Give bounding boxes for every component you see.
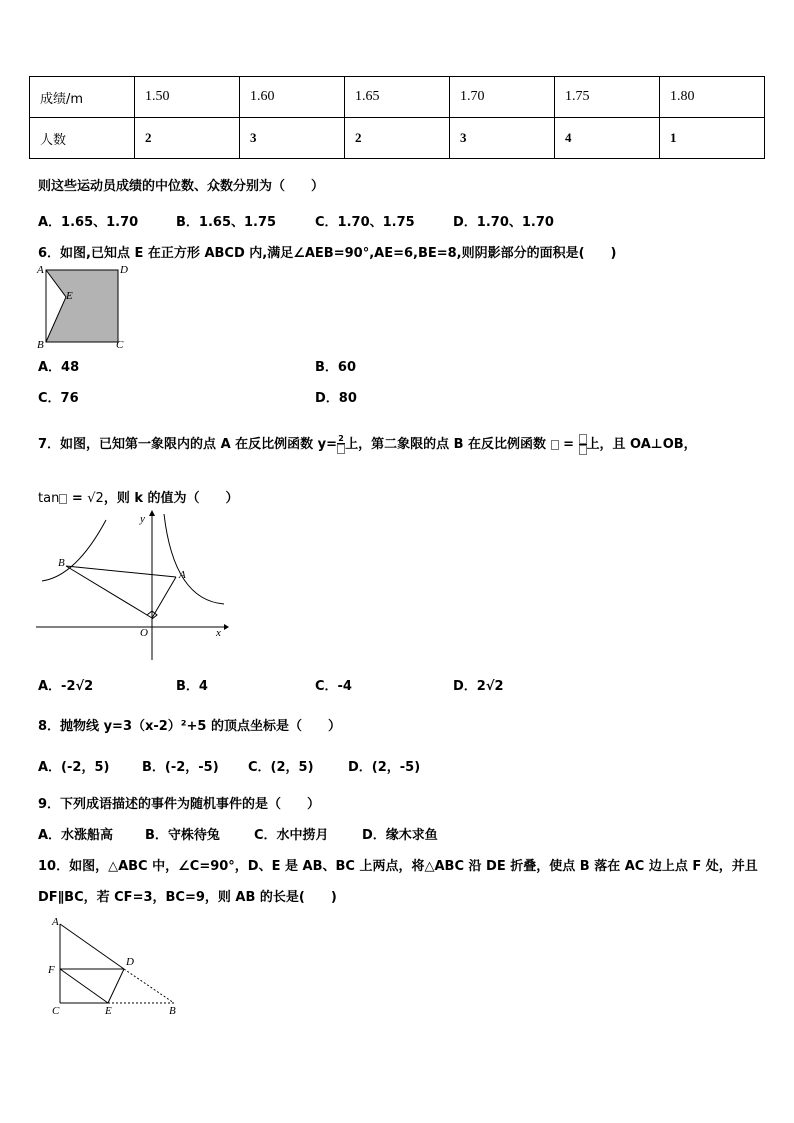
q8-option-d: D．(2，-5) xyxy=(348,760,421,775)
q5-stem: 则这些运动员成绩的中位数、众数分别为（ ） xyxy=(38,179,325,194)
q8-option-a: A．(-2，5) xyxy=(38,760,110,775)
tan-label: tan xyxy=(38,491,60,506)
q9-option-a: A．水涨船高 xyxy=(38,828,114,843)
figure-label: D xyxy=(126,956,134,968)
table-row xyxy=(30,77,765,118)
figure-label: O xyxy=(140,627,148,639)
table-cell: 1.80 xyxy=(660,77,765,118)
q6-option-c: C．76 xyxy=(38,391,79,406)
sqrt-value: √2 xyxy=(87,491,104,506)
q7-graph-figure xyxy=(36,508,231,663)
q7-option-a: A．-2√2 xyxy=(38,679,94,694)
figure-label: B xyxy=(169,1005,176,1017)
table-cell: 1.75 xyxy=(555,77,660,118)
q9-option-b: B．守株待兔 xyxy=(145,828,220,843)
table-cell: 2 xyxy=(345,118,450,159)
fraction xyxy=(337,435,345,454)
figure-label: A xyxy=(179,569,186,581)
q9-option-d: D．缘木求鱼 xyxy=(362,828,438,843)
q10-triangle-figure xyxy=(44,915,194,1020)
figure-label: D xyxy=(120,264,128,276)
q7-option-c: C．-4 xyxy=(315,679,352,694)
figure-label: E xyxy=(105,1005,112,1017)
q5-option-d: D．1.70、1.70 xyxy=(453,215,554,230)
figure-label: E xyxy=(66,290,73,302)
table-cell: 3 xyxy=(240,118,345,159)
figure-label: C xyxy=(116,339,124,351)
table-cell: 1.60 xyxy=(240,77,345,118)
frac-num: 2 xyxy=(338,434,344,443)
q5-option-b: B．1.65、1.75 xyxy=(176,215,277,230)
figure-label: F xyxy=(48,964,55,976)
fraction xyxy=(579,434,587,455)
q7-text: 上，第二象限的点 B 在反比例函数 xyxy=(345,437,547,452)
figure-label: x xyxy=(216,627,221,639)
q8-stem: 8．抛物线 y=3（x-2）²+5 的顶点坐标是（ ） xyxy=(38,719,341,734)
table-cell: 2 xyxy=(135,118,240,159)
q6-option-d: D．80 xyxy=(315,391,357,406)
q6-option-a: A．48 xyxy=(38,360,80,375)
figure-label: A xyxy=(37,264,44,276)
q9-option-c: C．水中捞月 xyxy=(254,828,329,843)
q7-text: 7．如图，已知第一象限内的点 A 在反比例函数 y= xyxy=(38,437,338,452)
q5-option-c: C．1.70、1.75 xyxy=(315,215,415,230)
q7-text: ，则 k 的值为（ ） xyxy=(103,491,239,506)
hyperbola-branch-left xyxy=(42,520,106,581)
q7-text: 上，且 OA⊥OB， xyxy=(586,437,697,452)
equals: = xyxy=(67,491,88,506)
q7-stem-line2 xyxy=(38,487,239,506)
q6-option-b: B．60 xyxy=(315,360,356,375)
table-cell: 1 xyxy=(660,118,765,159)
q8-option-c: C．(2，5) xyxy=(248,760,314,775)
figure-label: B xyxy=(37,339,44,351)
table-cell: 1.70 xyxy=(450,77,555,118)
figure-label: y xyxy=(140,513,145,525)
table-cell: 1.50 xyxy=(135,77,240,118)
figure-label: B xyxy=(58,557,65,569)
q7-stem: 7．如图，已知第一象限内的点 A 在反比例函数 y= 2 上，第二象限的点 B 在反比例函数 = 上，且 OA⊥OB， xyxy=(38,433,697,455)
shaded-region xyxy=(46,270,118,342)
table-cell: 成绩/m xyxy=(30,77,135,118)
score-table xyxy=(29,76,765,159)
hyperbola-branch-right xyxy=(164,514,224,604)
q7-option-b: B．4 xyxy=(176,679,208,694)
q7-option-d: D．2√2 xyxy=(453,679,504,694)
figure-label: A xyxy=(52,916,59,928)
q10-stem-line2: DF∥BC，若 CF=3，BC=9，则 AB 的长是( ) xyxy=(38,890,337,905)
table-cell: 1.65 xyxy=(345,77,450,118)
q9-stem: 9．下列成语描述的事件为随机事件的是（ ） xyxy=(38,797,321,812)
q10-stem-line1: 10．如图，△ABC 中，∠C=90°，D、E 是 AB、BC 上两点，将△ABC 沿 DE 折叠，使点 B 落在 AC 边上点 F 处，并且 xyxy=(38,859,758,874)
q5-option-a: A．1.65、1.70 xyxy=(38,215,139,230)
figure-label: C xyxy=(52,1005,60,1017)
q6-stem: 6．如图,已知点 E 在正方形 ABCD 内,满足∠AEB=90°,AE=6,BE=8,则阴影部分的面积是( ) xyxy=(38,246,617,261)
table-cell: 3 xyxy=(450,118,555,159)
q8-option-b: B．(-2，-5) xyxy=(142,760,219,775)
q6-square-figure xyxy=(34,262,134,352)
table-cell: 人数 xyxy=(30,118,135,159)
table-cell: 4 xyxy=(555,118,660,159)
table-row xyxy=(30,118,765,159)
